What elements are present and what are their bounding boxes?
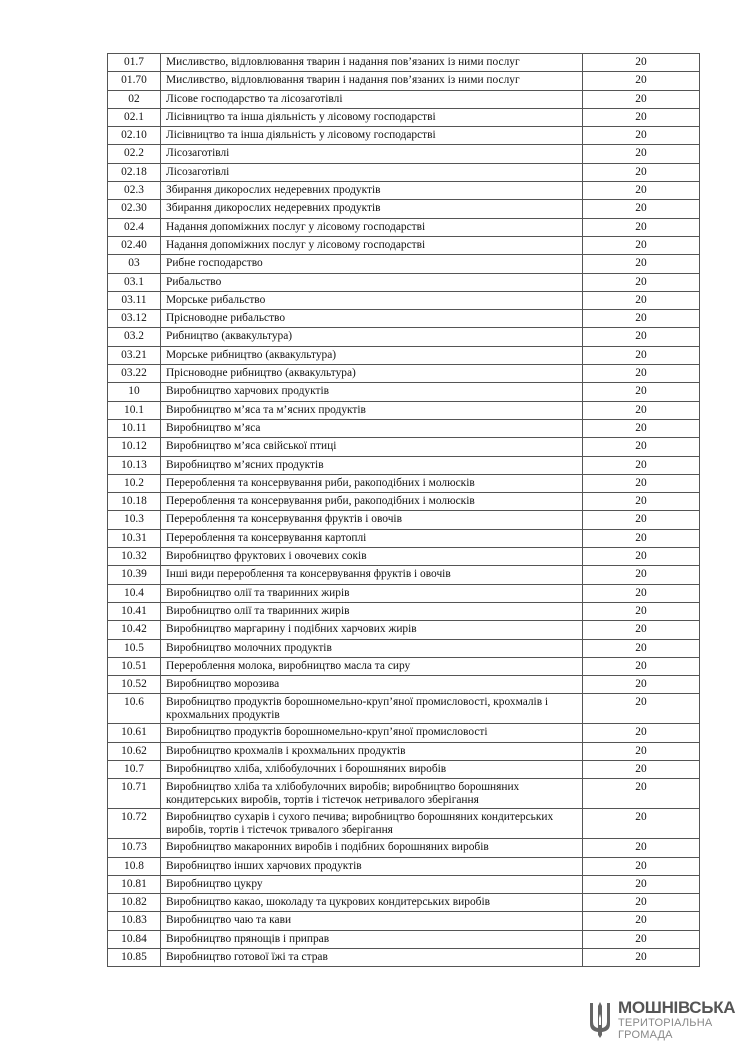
code-cell: 10.7 — [108, 760, 161, 778]
table-row — [108, 566, 700, 584]
table-row — [108, 529, 700, 547]
rate-cell: 20 — [583, 346, 700, 364]
rate-cell: 20 — [583, 383, 700, 401]
table-row — [108, 657, 700, 675]
name-cell: Збирання дикорослих недеревних продуктів — [161, 182, 583, 200]
name-cell: Перероблення та консервування картоплі — [161, 529, 583, 547]
rate-cell: 20 — [583, 760, 700, 778]
code-cell: 02.30 — [108, 200, 161, 218]
table-row — [108, 839, 700, 857]
rate-cell: 20 — [583, 676, 700, 694]
rate-cell: 20 — [583, 401, 700, 419]
table-row — [108, 54, 700, 72]
name-cell: Виробництво олії та тваринних жирів — [161, 584, 583, 602]
name-cell: Виробництво продуктів борошномельно-круп’яної промисловості, крохмалів і крохмальних продуктів — [161, 694, 583, 724]
code-cell: 10.1 — [108, 401, 161, 419]
table-row — [108, 72, 700, 90]
table-row — [108, 90, 700, 108]
name-cell: Виробництво олії та тваринних жирів — [161, 602, 583, 620]
code-cell: 02.3 — [108, 182, 161, 200]
rate-cell: 20 — [583, 875, 700, 893]
rate-cell: 20 — [583, 255, 700, 273]
name-cell: Виробництво сухарів і сухого печива; виробництво борошняних кондитерських виробів, тортів і тістечок тривалого зберігання — [161, 809, 583, 839]
code-cell: 03.22 — [108, 365, 161, 383]
rate-cell: 20 — [583, 779, 700, 809]
logo-subtitle-1: ТЕРИТОРІАЛЬНА — [618, 1017, 713, 1029]
table-row — [108, 894, 700, 912]
code-cell: 10.18 — [108, 493, 161, 511]
rate-cell: 20 — [583, 236, 700, 254]
table-row — [108, 857, 700, 875]
name-cell: Виробництво хліба та хлібобулочних виробів; виробництво борошняних кондитерських виробів, тортів і тістечок нетривалого зберігання — [161, 779, 583, 809]
name-cell: Виробництво м’яса — [161, 419, 583, 437]
code-cell: 03.21 — [108, 346, 161, 364]
code-cell: 10.72 — [108, 809, 161, 839]
name-cell: Мисливство, відловлювання тварин і надання пов’язаних із ними послуг — [161, 54, 583, 72]
name-cell: Лісівництво та інша діяльність у лісовому господарстві — [161, 127, 583, 145]
table-row — [108, 809, 700, 839]
table-row — [108, 949, 700, 967]
rate-cell: 20 — [583, 894, 700, 912]
rate-cell: 20 — [583, 694, 700, 724]
trident-icon — [588, 1000, 612, 1038]
rate-cell: 20 — [583, 54, 700, 72]
name-cell: Лісове господарство та лісозаготівлі — [161, 90, 583, 108]
name-cell: Рибництво (аквакультура) — [161, 328, 583, 346]
table-row — [108, 127, 700, 145]
table-row — [108, 163, 700, 181]
rate-cell: 20 — [583, 742, 700, 760]
code-cell: 01.7 — [108, 54, 161, 72]
code-cell: 10.5 — [108, 639, 161, 657]
table-body — [108, 54, 700, 967]
rate-cell: 20 — [583, 857, 700, 875]
rate-cell: 20 — [583, 145, 700, 163]
code-cell: 10.83 — [108, 912, 161, 930]
rate-cell: 20 — [583, 310, 700, 328]
rate-cell: 20 — [583, 511, 700, 529]
code-cell: 10.3 — [108, 511, 161, 529]
table-row — [108, 255, 700, 273]
code-cell: 10.84 — [108, 930, 161, 948]
code-cell: 10.4 — [108, 584, 161, 602]
rate-cell: 20 — [583, 72, 700, 90]
name-cell: Перероблення та консервування фруктів і овочів — [161, 511, 583, 529]
name-cell: Прісноводне рибальство — [161, 310, 583, 328]
code-cell: 10.2 — [108, 474, 161, 492]
code-cell: 10.71 — [108, 779, 161, 809]
table-row — [108, 742, 700, 760]
rate-cell: 20 — [583, 365, 700, 383]
code-cell: 03.12 — [108, 310, 161, 328]
rate-cell: 20 — [583, 657, 700, 675]
table-row — [108, 328, 700, 346]
code-cell: 02.1 — [108, 108, 161, 126]
name-cell: Рибальство — [161, 273, 583, 291]
name-cell: Виробництво прянощів і приправ — [161, 930, 583, 948]
rate-cell: 20 — [583, 182, 700, 200]
name-cell: Виробництво какао, шоколаду та цукрових кондитерських виробів — [161, 894, 583, 912]
rate-cell: 20 — [583, 809, 700, 839]
rate-cell: 20 — [583, 438, 700, 456]
table-row — [108, 694, 700, 724]
name-cell: Морське рибництво (аквакультура) — [161, 346, 583, 364]
table-row — [108, 291, 700, 309]
name-cell: Перероблення та консервування риби, ракоподібних і молюсків — [161, 474, 583, 492]
code-cell: 10.12 — [108, 438, 161, 456]
rate-cell: 20 — [583, 419, 700, 437]
rate-cell: 20 — [583, 602, 700, 620]
table-row — [108, 760, 700, 778]
code-cell: 03.1 — [108, 273, 161, 291]
rate-cell: 20 — [583, 930, 700, 948]
name-cell: Виробництво м’яса та м’ясних продуктів — [161, 401, 583, 419]
rate-cell: 20 — [583, 456, 700, 474]
rate-cell: 20 — [583, 949, 700, 967]
table-row — [108, 639, 700, 657]
activity-rates-table — [107, 53, 700, 967]
table-row — [108, 145, 700, 163]
table-row — [108, 273, 700, 291]
name-cell: Лісівництво та інша діяльність у лісовому господарстві — [161, 108, 583, 126]
table-row — [108, 779, 700, 809]
table-row — [108, 584, 700, 602]
rate-cell: 20 — [583, 474, 700, 492]
name-cell: Виробництво готової їжі та страв — [161, 949, 583, 967]
table-row — [108, 676, 700, 694]
code-cell: 10.11 — [108, 419, 161, 437]
table-row — [108, 474, 700, 492]
rate-cell: 20 — [583, 584, 700, 602]
code-cell: 10.8 — [108, 857, 161, 875]
rate-cell: 20 — [583, 493, 700, 511]
logo-title: МОШНІВСЬКА — [618, 998, 736, 1017]
code-cell: 10.52 — [108, 676, 161, 694]
rate-cell: 20 — [583, 724, 700, 742]
name-cell: Виробництво морозива — [161, 676, 583, 694]
name-cell: Перероблення та консервування риби, ракоподібних і молюсків — [161, 493, 583, 511]
code-cell: 10.41 — [108, 602, 161, 620]
name-cell: Надання допоміжних послуг у лісовому господарстві — [161, 236, 583, 254]
code-cell: 10.61 — [108, 724, 161, 742]
code-cell: 02.10 — [108, 127, 161, 145]
table-row — [108, 511, 700, 529]
table-row — [108, 108, 700, 126]
rate-cell: 20 — [583, 90, 700, 108]
community-logo — [588, 998, 736, 1042]
table-row — [108, 724, 700, 742]
rate-cell: 20 — [583, 163, 700, 181]
name-cell: Надання допоміжних послуг у лісовому господарстві — [161, 218, 583, 236]
code-cell: 02.4 — [108, 218, 161, 236]
table-row — [108, 602, 700, 620]
code-cell: 10.81 — [108, 875, 161, 893]
name-cell: Виробництво крохмалів і крохмальних продуктів — [161, 742, 583, 760]
rate-cell: 20 — [583, 529, 700, 547]
rate-cell: 20 — [583, 548, 700, 566]
table-row — [108, 493, 700, 511]
code-cell: 10.82 — [108, 894, 161, 912]
table-row — [108, 438, 700, 456]
code-cell: 10.73 — [108, 839, 161, 857]
name-cell: Прісноводне рибництво (аквакультура) — [161, 365, 583, 383]
name-cell: Виробництво фруктових і овочевих соків — [161, 548, 583, 566]
name-cell: Лісозаготівлі — [161, 145, 583, 163]
rate-cell: 20 — [583, 639, 700, 657]
name-cell: Виробництво харчових продуктів — [161, 383, 583, 401]
rate-cell: 20 — [583, 218, 700, 236]
table-row — [108, 346, 700, 364]
table-row — [108, 383, 700, 401]
rate-cell: 20 — [583, 200, 700, 218]
rate-cell: 20 — [583, 912, 700, 930]
table-row — [108, 419, 700, 437]
code-cell: 02.2 — [108, 145, 161, 163]
table-row — [108, 548, 700, 566]
table-row — [108, 930, 700, 948]
name-cell: Морське рибальство — [161, 291, 583, 309]
code-cell: 02 — [108, 90, 161, 108]
name-cell: Виробництво продуктів борошномельно-круп’яної промисловості — [161, 724, 583, 742]
code-cell: 03 — [108, 255, 161, 273]
table-row — [108, 401, 700, 419]
code-cell: 10.85 — [108, 949, 161, 967]
name-cell: Збирання дикорослих недеревних продуктів — [161, 200, 583, 218]
code-cell: 10.31 — [108, 529, 161, 547]
code-cell: 10 — [108, 383, 161, 401]
rate-cell: 20 — [583, 328, 700, 346]
table-row — [108, 456, 700, 474]
code-cell: 10.32 — [108, 548, 161, 566]
code-cell: 02.40 — [108, 236, 161, 254]
rate-cell: 20 — [583, 291, 700, 309]
name-cell: Перероблення молока, виробництво масла та сиру — [161, 657, 583, 675]
name-cell: Виробництво м’яса свійської птиці — [161, 438, 583, 456]
name-cell: Виробництво чаю та кави — [161, 912, 583, 930]
code-cell: 10.62 — [108, 742, 161, 760]
code-cell: 10.6 — [108, 694, 161, 724]
code-cell: 10.51 — [108, 657, 161, 675]
table-row — [108, 912, 700, 930]
table-row — [108, 218, 700, 236]
rate-cell: 20 — [583, 566, 700, 584]
name-cell: Виробництво цукру — [161, 875, 583, 893]
code-cell: 03.2 — [108, 328, 161, 346]
table-row — [108, 310, 700, 328]
rate-cell: 20 — [583, 839, 700, 857]
code-cell: 10.13 — [108, 456, 161, 474]
table-row — [108, 236, 700, 254]
name-cell: Виробництво молочних продуктів — [161, 639, 583, 657]
rate-cell: 20 — [583, 273, 700, 291]
rate-cell: 20 — [583, 108, 700, 126]
name-cell: Виробництво макаронних виробів і подібних борошняних виробів — [161, 839, 583, 857]
rate-cell: 20 — [583, 127, 700, 145]
table-row — [108, 875, 700, 893]
table-row — [108, 365, 700, 383]
name-cell: Виробництво хліба, хлібобулочних і борошняних виробів — [161, 760, 583, 778]
table-row — [108, 200, 700, 218]
name-cell: Виробництво м’ясних продуктів — [161, 456, 583, 474]
rate-cell: 20 — [583, 621, 700, 639]
code-cell: 03.11 — [108, 291, 161, 309]
table-row — [108, 182, 700, 200]
name-cell: Рибне господарство — [161, 255, 583, 273]
code-cell: 01.70 — [108, 72, 161, 90]
table-row — [108, 621, 700, 639]
name-cell: Інші види перероблення та консервування фруктів і овочів — [161, 566, 583, 584]
name-cell: Виробництво інших харчових продуктів — [161, 857, 583, 875]
name-cell: Лісозаготівлі — [161, 163, 583, 181]
code-cell: 10.39 — [108, 566, 161, 584]
name-cell: Виробництво маргарину і подібних харчових жирів — [161, 621, 583, 639]
logo-subtitle-2: ГРОМАДА — [618, 1029, 673, 1041]
code-cell: 10.42 — [108, 621, 161, 639]
code-cell: 02.18 — [108, 163, 161, 181]
name-cell: Мисливство, відловлювання тварин і надання пов’язаних із ними послуг — [161, 72, 583, 90]
